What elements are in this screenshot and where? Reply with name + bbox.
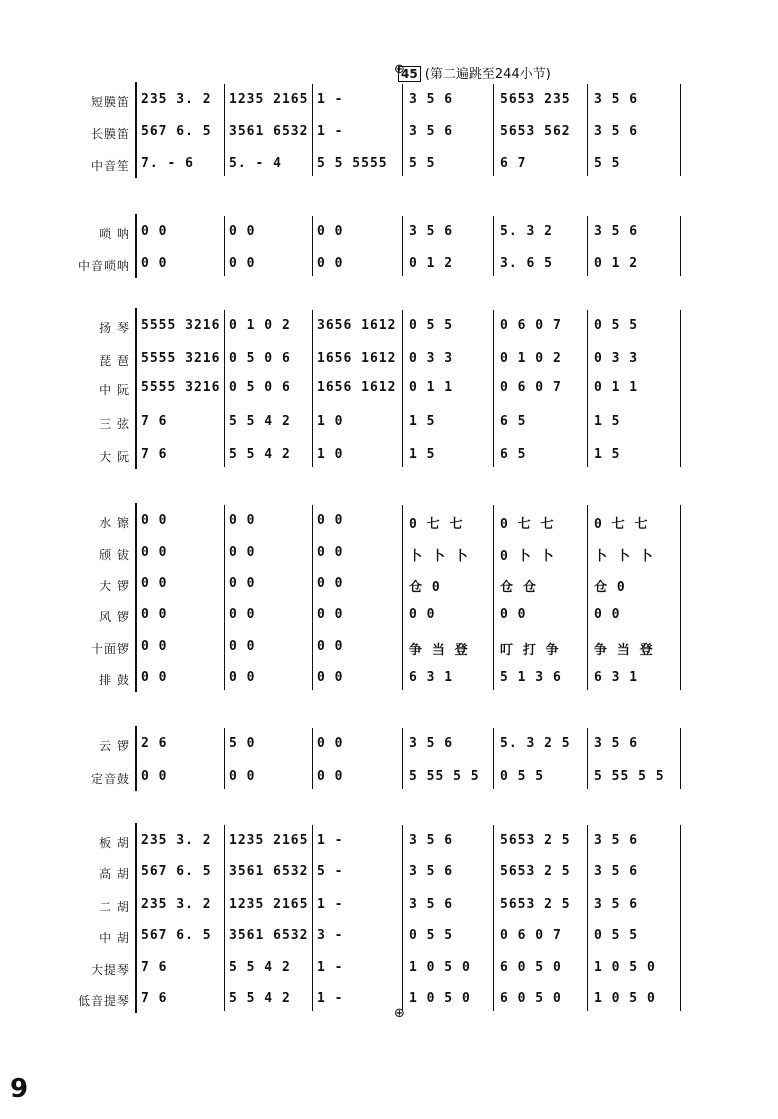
measure-notes: 1 5 (409, 447, 436, 462)
measure-notes: 0 0 (229, 545, 256, 560)
measure-notes: 0 0 (141, 576, 168, 591)
measure-notes: 6 0 5 0 (500, 991, 562, 1006)
measure-notes: 235 3. 2 (141, 92, 212, 107)
instrument-row (0, 763, 778, 793)
measure-notes: 0 0 (229, 513, 256, 528)
instrument-row (0, 441, 778, 471)
measure-notes: 0 0 (141, 224, 168, 239)
measure-notes: 3 5 6 (409, 224, 454, 239)
measure-notes: 3 5 6 (594, 92, 639, 107)
measure-notes: 1 - (317, 833, 344, 848)
instrument-row (0, 507, 778, 537)
measure-notes: 1 0 5 0 (409, 960, 471, 975)
measure-notes: 1 5 (594, 414, 621, 429)
instrument-row (0, 664, 778, 694)
measure-notes: 5 0 (229, 736, 256, 751)
measure-notes: 5 55 5 5 (594, 769, 665, 784)
measure-notes: 1235 2165 (229, 897, 309, 912)
measure-notes: 1 0 (317, 414, 344, 429)
measure-notes: 5653 2 5 (500, 897, 571, 912)
measure-notes: 1 - (317, 897, 344, 912)
measure-notes: 5653 2 5 (500, 833, 571, 848)
measure-notes: 7. - 6 (141, 156, 194, 171)
measure-notes: 1 0 5 0 (594, 960, 656, 975)
instrument-label: 三 弦 (99, 417, 130, 431)
measure-notes: 1 5 (409, 414, 436, 429)
instrument-label: 大 锣 (99, 579, 130, 593)
instrument-label: 颀 钹 (99, 548, 130, 562)
measure-notes: 0 0 (141, 513, 168, 528)
measure-notes: 争 当 登 (594, 643, 654, 658)
instrument-label: 风 锣 (99, 610, 130, 624)
measure-notes: 0 1 0 2 (229, 318, 291, 333)
measure-notes: 3 5 6 (409, 92, 454, 107)
instrument-row (0, 408, 778, 438)
instrument-row (0, 312, 778, 342)
measure-notes: 3 5 6 (594, 124, 639, 139)
measure-notes: 0 0 (317, 769, 344, 784)
measure-notes: 0 0 (229, 769, 256, 784)
measure-notes: 0 0 (317, 545, 344, 560)
measure-notes: 0 0 (141, 545, 168, 560)
measure-notes: 0 卜 卜 (500, 549, 555, 564)
measure-notes: 567 6. 5 (141, 864, 212, 879)
instrument-label: 大提琴 (90, 963, 130, 977)
measure-notes: 0 0 (229, 670, 256, 685)
instrument-row (0, 250, 778, 280)
instrument-label: 大 阮 (99, 450, 130, 464)
instrument-label: 低音提琴 (77, 994, 130, 1008)
instrument-row (0, 118, 778, 148)
measure-notes: 5. 3 2 5 (500, 736, 571, 751)
measure-notes: 1 0 (317, 447, 344, 462)
instrument-row (0, 922, 778, 952)
measure-notes: 5555 3216 (141, 380, 221, 395)
measure-notes: 1 0 5 0 (594, 991, 656, 1006)
measure-notes: 0 0 (229, 607, 256, 622)
instrument-label: 水 镲 (99, 516, 130, 530)
measure-notes: 5653 562 (500, 124, 571, 139)
measure-notes: 0 0 (229, 256, 256, 271)
instrument-label: 高 胡 (99, 867, 130, 881)
measure-notes: 0 0 (594, 607, 621, 622)
measure-notes: 5 5 4 2 (229, 447, 291, 462)
measure-notes: 0 1 1 (594, 380, 639, 395)
measure-notes: 6 7 (500, 156, 527, 171)
measure-notes: 5. 3 2 (500, 224, 553, 239)
measure-notes: 3 5 6 (409, 736, 454, 751)
measure-notes: 0 1 2 (594, 256, 639, 271)
measure-notes: 3 5 6 (594, 864, 639, 879)
measure-notes: 6 3 1 (409, 670, 454, 685)
measure-notes: 5 5 (594, 156, 621, 171)
instrument-label: 板 胡 (99, 836, 130, 850)
instrument-row (0, 150, 778, 180)
instrument-row (0, 954, 778, 984)
measure-notes: 3. 6 5 (500, 256, 553, 271)
measure-notes: 卜 卜 卜 (409, 549, 469, 564)
measure-notes: 仓 0 (409, 580, 441, 595)
measure-notes: 3 5 6 (594, 224, 639, 239)
measure-notes: 5 - (317, 864, 344, 879)
measure-notes: 7 6 (141, 960, 168, 975)
rehearsal-number: 45 (398, 66, 421, 82)
instrument-row (0, 374, 778, 404)
instrument-row (0, 601, 778, 631)
instrument-row (0, 891, 778, 921)
measure-notes: 0 3 3 (594, 351, 639, 366)
measure-notes: 1 - (317, 124, 344, 139)
measure-notes: 3656 1612 (317, 318, 397, 333)
instrument-label: 中音唢呐 (77, 259, 130, 273)
instrument-label: 长膜笛 (90, 127, 130, 141)
measure-notes: 0 0 (141, 607, 168, 622)
measure-notes: 3561 6532 (229, 124, 309, 139)
measure-notes: 3 5 6 (409, 124, 454, 139)
measure-notes: 3 - (317, 928, 344, 943)
measure-notes: 3 5 6 (409, 864, 454, 879)
measure-notes: 5555 3216 (141, 318, 221, 333)
coda-symbol-bottom: ⊕ (394, 1006, 405, 1021)
measure-notes: 0 0 (317, 256, 344, 271)
measure-notes: 0 0 (229, 224, 256, 239)
measure-notes: 0 5 5 (409, 928, 454, 943)
measure-notes: 0 6 0 7 (500, 928, 562, 943)
instrument-label: 短膜笛 (90, 95, 130, 109)
instrument-row (0, 570, 778, 600)
measure-notes: 3 5 6 (594, 736, 639, 751)
measure-notes: 0 0 (141, 670, 168, 685)
measure-notes: 叮 打 争 (500, 643, 560, 658)
measure-notes: 5. - 4 (229, 156, 282, 171)
measure-notes: 5 5 5555 (317, 156, 388, 171)
measure-notes: 0 七 七 (409, 517, 464, 532)
measure-notes: 1 - (317, 92, 344, 107)
measure-notes: 0 0 (317, 576, 344, 591)
measure-notes: 0 1 1 (409, 380, 454, 395)
measure-notes: 1 5 (594, 447, 621, 462)
measure-notes: 1 - (317, 991, 344, 1006)
measure-notes: 3561 6532 (229, 864, 309, 879)
page-number: 9 (10, 1074, 29, 1104)
measure-notes: 5 1 3 6 (500, 670, 562, 685)
measure-notes: 0 0 (317, 607, 344, 622)
coda-symbol-top: ⊕ (394, 62, 405, 77)
measure-notes: 1 - (317, 960, 344, 975)
measure-notes: 5 55 5 5 (409, 769, 480, 784)
measure-notes: 7 6 (141, 991, 168, 1006)
instrument-row (0, 539, 778, 569)
measure-notes: 1235 2165 (229, 833, 309, 848)
measure-notes: 0 1 0 2 (500, 351, 562, 366)
measure-notes: 0 5 5 (500, 769, 545, 784)
instrument-label: 唢 呐 (99, 227, 130, 241)
measure-notes: 0 0 (141, 639, 168, 654)
instrument-label: 十面锣 (90, 642, 130, 656)
instrument-label: 二 胡 (99, 900, 130, 914)
measure-notes: 567 6. 5 (141, 124, 212, 139)
measure-notes: 0 5 5 (594, 318, 639, 333)
measure-notes: 0 5 5 (409, 318, 454, 333)
measure-notes: 3 5 6 (409, 833, 454, 848)
measure-notes: 5 5 4 2 (229, 991, 291, 1006)
measure-notes: 1 0 5 0 (409, 991, 471, 1006)
measure-notes: 5 5 (409, 156, 436, 171)
measure-notes: 5555 3216 (141, 351, 221, 366)
measure-notes: 0 3 3 (409, 351, 454, 366)
measure-notes: 0 5 0 6 (229, 380, 291, 395)
measure-notes: 0 七 七 (594, 517, 649, 532)
measure-notes: 567 6. 5 (141, 928, 212, 943)
instrument-label: 中 胡 (99, 931, 130, 945)
measure-notes: 0 0 (141, 769, 168, 784)
measure-notes: 1656 1612 (317, 380, 397, 395)
measure-notes: 0 七 七 (500, 517, 555, 532)
measure-notes: 0 0 (229, 639, 256, 654)
measure-notes: 0 0 (317, 670, 344, 685)
measure-notes: 2 6 (141, 736, 168, 751)
instrument-row (0, 827, 778, 857)
measure-notes: 0 0 (500, 607, 527, 622)
instrument-label: 定音鼓 (90, 772, 130, 786)
measure-notes: 3 5 6 (409, 897, 454, 912)
instrument-row (0, 858, 778, 888)
measure-notes: 0 1 2 (409, 256, 454, 271)
measure-notes: 235 3. 2 (141, 833, 212, 848)
measure-notes: 5 5 4 2 (229, 960, 291, 975)
instrument-row (0, 730, 778, 760)
rehearsal-mark (398, 63, 551, 82)
measure-notes: 0 0 (141, 256, 168, 271)
measure-notes: 6 5 (500, 414, 527, 429)
instrument-row (0, 633, 778, 663)
measure-notes: 仓 0 (594, 580, 626, 595)
instrument-row (0, 345, 778, 375)
measure-notes: 7 6 (141, 447, 168, 462)
measure-notes: 235 3. 2 (141, 897, 212, 912)
measure-notes: 5653 2 5 (500, 864, 571, 879)
measure-notes: 3 5 6 (594, 897, 639, 912)
measure-notes: 0 6 0 7 (500, 318, 562, 333)
measure-notes: 0 5 5 (594, 928, 639, 943)
measure-notes: 0 6 0 7 (500, 380, 562, 395)
instrument-label: 中 阮 (99, 383, 130, 397)
measure-notes: 0 0 (229, 576, 256, 591)
measure-notes: 6 3 1 (594, 670, 639, 685)
instrument-row (0, 985, 778, 1015)
measure-notes: 0 5 0 6 (229, 351, 291, 366)
instrument-label: 中音笙 (90, 159, 130, 173)
measure-notes: 1656 1612 (317, 351, 397, 366)
measure-notes: 仓 仓 (500, 580, 537, 595)
rehearsal-note: (第二遍跳至244小节) (424, 67, 551, 82)
instrument-row (0, 218, 778, 248)
instrument-label: 排 鼓 (99, 673, 130, 687)
measure-notes: 0 0 (317, 224, 344, 239)
instrument-row (0, 86, 778, 116)
measure-notes: 5653 235 (500, 92, 571, 107)
measure-notes: 0 0 (317, 513, 344, 528)
measure-notes: 1235 2165 (229, 92, 309, 107)
measure-notes: 5 5 4 2 (229, 414, 291, 429)
measure-notes: 0 0 (317, 736, 344, 751)
measure-notes: 6 0 5 0 (500, 960, 562, 975)
measure-notes: 卜 卜 卜 (594, 549, 654, 564)
measure-notes: 争 当 登 (409, 643, 469, 658)
measure-notes: 7 6 (141, 414, 168, 429)
measure-notes: 6 5 (500, 447, 527, 462)
measure-notes: 3 5 6 (594, 833, 639, 848)
instrument-label: 云 锣 (99, 739, 130, 753)
measure-notes: 0 0 (409, 607, 436, 622)
measure-notes: 3561 6532 (229, 928, 309, 943)
instrument-label: 扬 琴 (99, 321, 130, 335)
instrument-label: 琵 琶 (99, 354, 130, 368)
measure-notes: 0 0 (317, 639, 344, 654)
